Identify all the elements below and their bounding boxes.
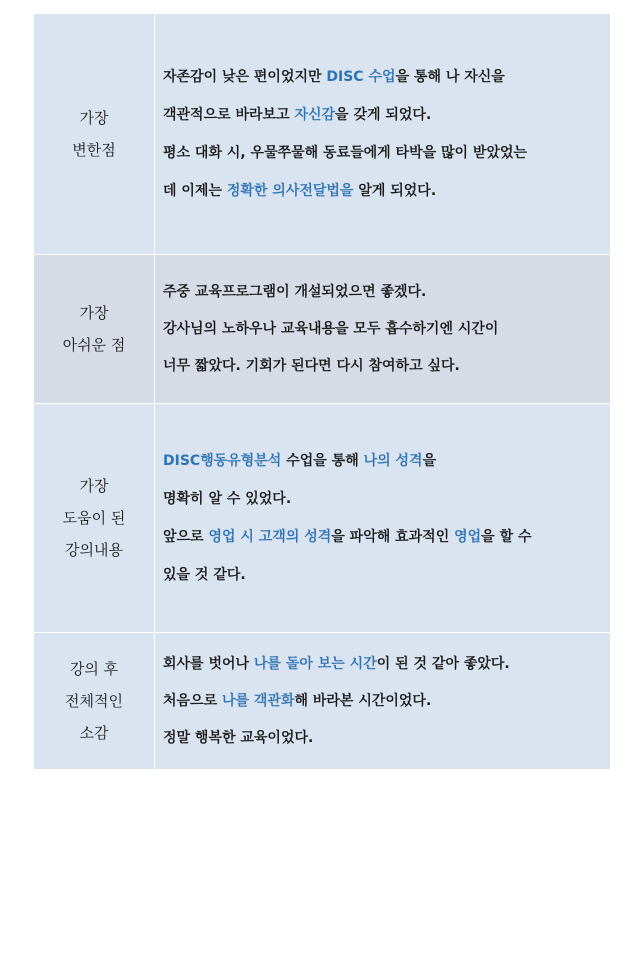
body-text: 객관적으로 바라보고 [163, 107, 295, 123]
content-line [163, 442, 604, 480]
content-line [163, 518, 604, 556]
body-text: 을 [422, 453, 437, 469]
body-text: 이 된 것 같아 좋았다. [376, 655, 510, 672]
content-line [163, 58, 604, 96]
body-text: 있을 것 같다. [163, 567, 246, 583]
body-text: 평소 대화 시, 우물쭈물해 동료들에게 타박을 많이 받았었는 [163, 145, 528, 161]
highlight-text: 나의 성격 [363, 453, 423, 469]
highlight-text: 영업 시 고객의 성격 [208, 529, 332, 545]
body-text: 수업을 통해 [281, 453, 364, 469]
highlight-text: 자신감 [294, 107, 336, 123]
content-line [163, 720, 604, 757]
body-text: 명확히 알 수 있었다. [163, 491, 292, 507]
body-text: 주중 교육프로그램이 개설되었으면 좋겠다. [163, 283, 427, 300]
highlight-text: DISC행동유형분석 [163, 453, 282, 469]
label-line: 도움이 된 [62, 509, 126, 527]
body-text: 너무 짧았다. 기회가 된다면 다시 참여하고 싶다. [163, 357, 460, 374]
row-content-helpful-content [155, 404, 611, 633]
highlight-text: 정확한 의사전달법을 [226, 183, 354, 199]
content-line [163, 646, 604, 683]
content-line [163, 311, 604, 348]
label-line: 변한점 [72, 141, 116, 159]
body-text: 처음으로 [163, 692, 222, 709]
table-row [34, 633, 611, 770]
highlight-text: DISC 수업 [326, 69, 396, 85]
row-content-most-changed [155, 14, 611, 255]
content-line [163, 348, 604, 385]
row-label-helpful-content [34, 404, 155, 633]
content-line [163, 683, 604, 720]
table-row [34, 404, 611, 633]
body-text: 강사님의 노하우나 교육내용을 모두 흡수하기엔 시간이 [163, 320, 499, 337]
row-label-overall-impression [34, 633, 155, 770]
review-table [33, 13, 611, 770]
table-row [34, 255, 611, 404]
table-row [34, 14, 611, 255]
label-line: 강의 후 [69, 660, 119, 678]
content-line [163, 556, 604, 594]
row-content-regret [155, 255, 611, 404]
body-text: 데 이제는 [163, 183, 227, 199]
label-line: 전체적인 [65, 692, 123, 710]
body-text: 앞으로 [163, 529, 209, 545]
content-line [163, 480, 604, 518]
body-text: 을 할 수 [481, 529, 532, 545]
body-text: 알게 되었다. [353, 183, 437, 199]
row-label-most-changed [34, 14, 155, 255]
content-line [163, 274, 604, 311]
label-line: 강의내용 [65, 541, 123, 559]
label-line: 아쉬운 점 [62, 336, 126, 354]
row-label-regret [34, 255, 155, 404]
highlight-text: 나를 돌아 보는 시간 [253, 655, 377, 672]
content-line [163, 172, 604, 210]
body-text: 을 통해 나 자신을 [395, 69, 505, 85]
body-text: 을 파악해 효과적인 [331, 529, 455, 545]
body-text: 을 갖게 되었다. [335, 107, 432, 123]
highlight-text: 영업 [454, 529, 482, 545]
label-line: 소감 [79, 724, 109, 742]
content-line [163, 96, 604, 134]
body-text: 정말 행복한 교육이었다. [163, 729, 314, 746]
highlight-text: 나를 객관화 [221, 692, 295, 709]
label-line: 가장 [79, 109, 109, 127]
content-line [163, 134, 604, 172]
label-line: 가장 [79, 304, 109, 322]
body-text: 자존감이 낮은 편이었지만 [163, 69, 327, 85]
body-text: 회사를 벗어나 [163, 655, 254, 672]
body-text: 해 바라본 시간이었다. [294, 692, 432, 709]
row-content-overall-impression [155, 633, 611, 770]
label-line: 가장 [79, 477, 109, 495]
